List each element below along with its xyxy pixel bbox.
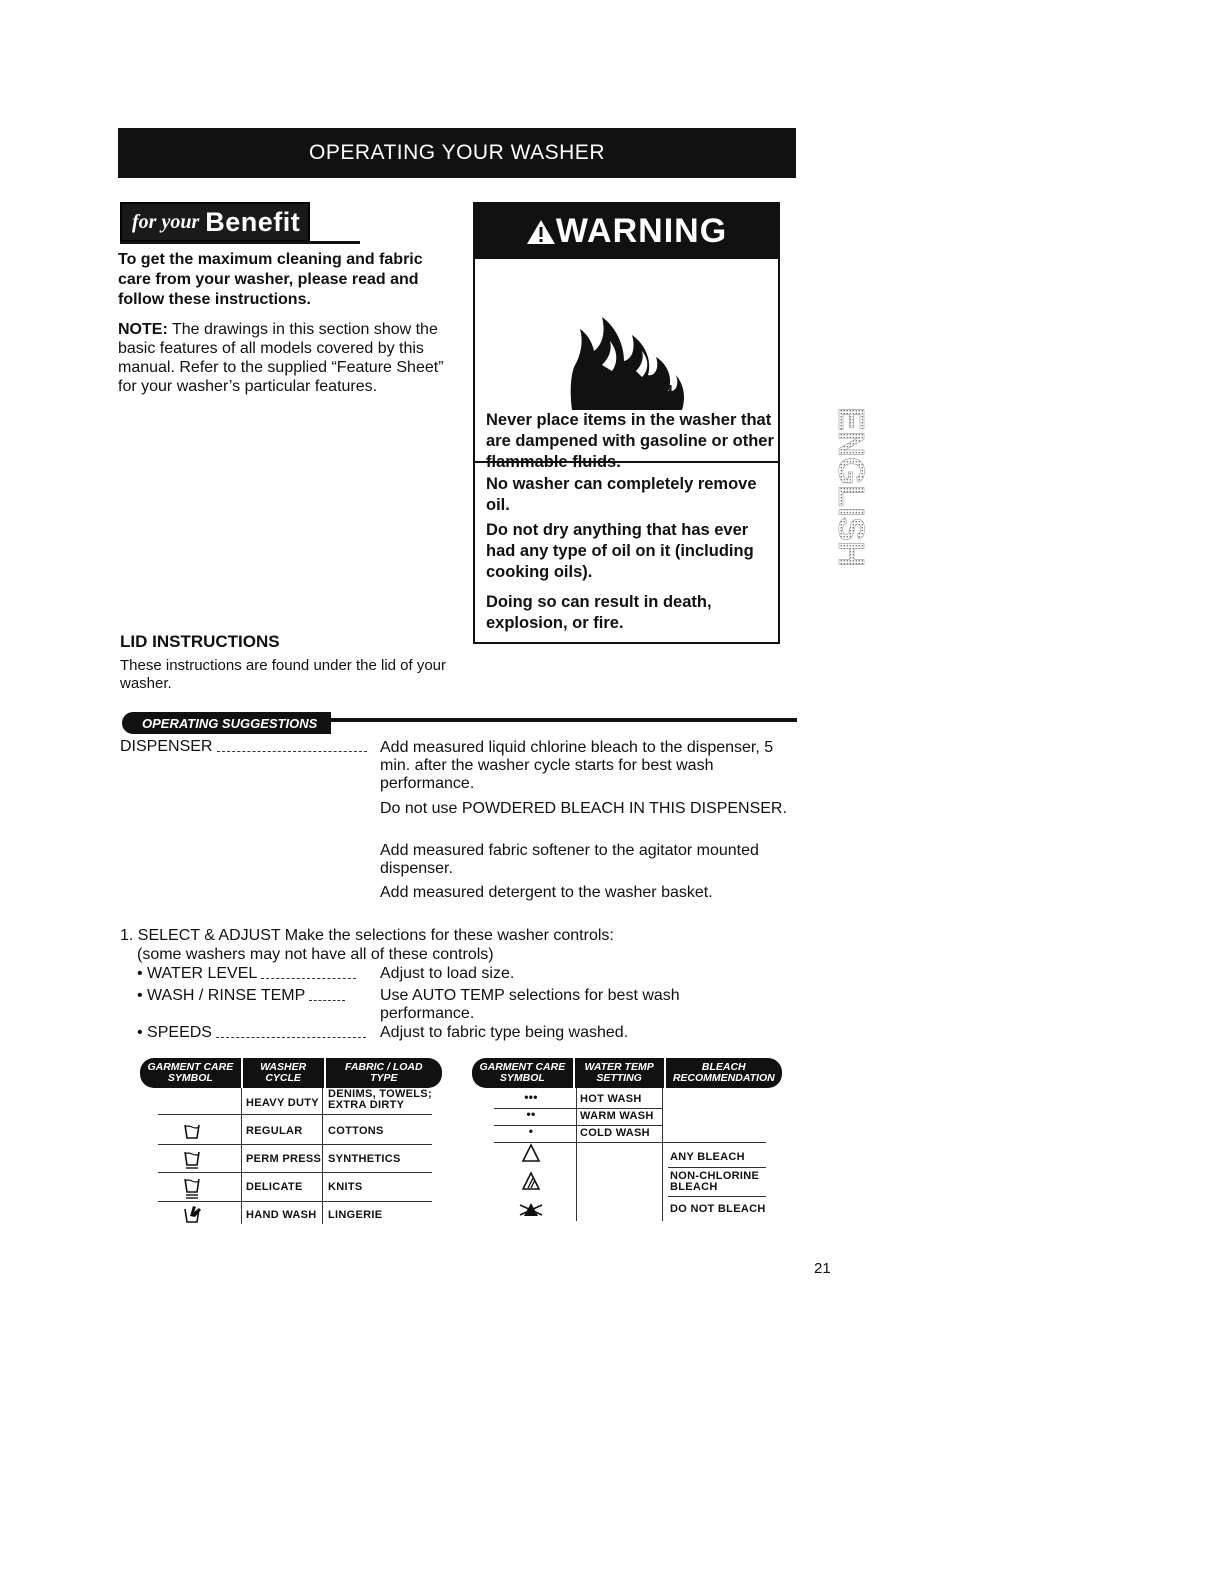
intro-text: To get the maximum cleaning and fabric care from your washer, please read and follow these instructions. bbox=[118, 251, 423, 308]
header-line: FABRIC / LOAD bbox=[344, 1061, 423, 1073]
hand-wash-icon bbox=[184, 1204, 202, 1224]
row-rule bbox=[494, 1142, 766, 1143]
header-cell bbox=[575, 1058, 666, 1088]
lid-instructions-heading: LID INSTRUCTIONS bbox=[120, 632, 280, 651]
page-number: 21 bbox=[814, 1260, 831, 1277]
wash-tub-icon bbox=[184, 1122, 200, 1140]
fabric-cell: DENIMS, TOWELS; bbox=[328, 1088, 432, 1100]
temp-setting: HOT WASH bbox=[580, 1093, 642, 1105]
row-rule bbox=[668, 1196, 766, 1197]
warning-paragraph: Never place items in the washer that are dampened with gasoline or other flammable fluids. bbox=[486, 411, 774, 471]
dispenser-paragraph: Add measured liquid chlorine bleach to the dispenser, 5 min. after the washer cycle starts for best wash performance. bbox=[380, 739, 774, 792]
fabric-cell: SYNTHETICS bbox=[328, 1153, 401, 1165]
control-bullet bbox=[137, 964, 356, 983]
header-line: WASHER bbox=[260, 1061, 307, 1073]
warning-heading: WARNING bbox=[555, 212, 728, 250]
column-divider bbox=[241, 1088, 242, 1224]
row-rule bbox=[158, 1201, 432, 1202]
step-1-subline: (some washers may not have all of these controls) bbox=[137, 946, 494, 963]
row-rule bbox=[158, 1114, 432, 1115]
header-cell bbox=[472, 1058, 575, 1088]
dispenser-paragraph: Add measured fabric softener to the agitator mounted dispenser. bbox=[380, 842, 759, 877]
benefit-badge bbox=[120, 202, 310, 242]
benefit-word: Benefit bbox=[205, 206, 301, 237]
any-bleach-triangle-icon bbox=[522, 1144, 540, 1162]
wash-tub-delicate-icon bbox=[184, 1176, 200, 1200]
header-cell bbox=[140, 1058, 243, 1088]
page-banner: OPERATING YOUR WASHER bbox=[118, 128, 796, 178]
note-label: NOTE: bbox=[118, 321, 168, 338]
leader-dots bbox=[309, 990, 345, 1001]
warning-triangle-icon bbox=[526, 218, 556, 246]
cycle-cell: DELICATE bbox=[246, 1181, 303, 1193]
note-paragraph bbox=[118, 320, 453, 396]
header-cell bbox=[666, 1058, 782, 1088]
language-label: ENGLISH bbox=[831, 407, 872, 568]
leader-dots bbox=[216, 1027, 366, 1038]
header-cell bbox=[326, 1058, 442, 1088]
operating-suggestions-rule bbox=[330, 718, 797, 722]
header-cell bbox=[243, 1058, 326, 1088]
header-line: GARMENT CARE bbox=[479, 1061, 566, 1073]
header-line: SETTING bbox=[596, 1072, 642, 1084]
warning-paragraph: Do not dry anything that has ever had any type of oil on it (including cooking oils). bbox=[486, 521, 754, 581]
temp-symbol: • bbox=[528, 1124, 534, 1138]
warning-header bbox=[475, 204, 778, 259]
cycle-cell: HAND WASH bbox=[246, 1209, 317, 1221]
control-label: • WATER LEVEL bbox=[137, 965, 257, 982]
language-side-tab bbox=[812, 405, 872, 585]
benefit-rule bbox=[120, 241, 360, 244]
bleach-cell: ANY BLEACH bbox=[670, 1151, 745, 1163]
temp-symbol: •• bbox=[526, 1107, 536, 1121]
fabric-cell: COTTONS bbox=[328, 1125, 384, 1137]
do-not-bleach-icon bbox=[518, 1201, 544, 1219]
language-side-tab-graphic bbox=[812, 405, 872, 585]
dispenser-label: DISPENSER bbox=[120, 738, 213, 755]
dispenser-paragraph: Do not use POWDERED BLEACH IN THIS DISPENSER. bbox=[380, 800, 787, 817]
header-line: TYPE bbox=[370, 1072, 398, 1084]
header-line: SYMBOL bbox=[167, 1072, 213, 1084]
cycle-table-header bbox=[140, 1058, 442, 1088]
cycle-cell: REGULAR bbox=[246, 1125, 303, 1137]
step-1-line: 1. SELECT & ADJUST Make the selections for these washer controls: bbox=[120, 927, 614, 944]
note-text: The drawings in this section show the basic features of all models covered by this manual. Refer to the supplied “Feature Sheet” for your washer’s particular features. bbox=[118, 321, 444, 395]
row-rule bbox=[158, 1172, 432, 1173]
warning-paragraph: Doing so can result in death, explosion, or fire. bbox=[486, 593, 712, 632]
temp-bleach-table bbox=[472, 1058, 782, 1228]
header-line: GARMENT CARE bbox=[147, 1061, 234, 1073]
column-divider bbox=[322, 1088, 323, 1224]
fabric-cell: LINGERIE bbox=[328, 1209, 383, 1221]
control-text: Adjust to fabric type being washed. bbox=[380, 1024, 629, 1041]
control-text: Adjust to load size. bbox=[380, 965, 515, 982]
cycle-cell: PERM PRESS bbox=[246, 1153, 322, 1165]
bleach-cell: NON-CHLORINE bbox=[670, 1170, 760, 1182]
control-bullet bbox=[137, 1023, 366, 1042]
row-rule bbox=[158, 1144, 432, 1145]
bleach-cell: BLEACH bbox=[670, 1181, 718, 1193]
leader-dots bbox=[261, 968, 356, 979]
control-label: • SPEEDS bbox=[137, 1024, 212, 1041]
header-line: RECOMMENDATION bbox=[672, 1072, 775, 1084]
row-rule bbox=[668, 1167, 766, 1168]
cycle-table bbox=[140, 1058, 442, 1228]
cycle-cell: HEAVY DUTY bbox=[246, 1097, 319, 1109]
temp-setting: WARM WASH bbox=[580, 1110, 654, 1122]
control-text: Use AUTO TEMP selections for best wash bbox=[380, 987, 680, 1004]
bleach-cell: DO NOT BLEACH bbox=[670, 1203, 766, 1215]
header-line: CYCLE bbox=[265, 1072, 301, 1084]
dispenser-label-row bbox=[120, 738, 367, 756]
temp-symbol: ••• bbox=[524, 1090, 538, 1104]
leader-dots bbox=[217, 741, 367, 752]
column-divider bbox=[662, 1088, 663, 1221]
fire-hazard-title: Fire Hazard bbox=[580, 382, 673, 401]
operating-suggestions-tab: OPERATING SUGGESTIONS bbox=[122, 712, 331, 734]
control-bullet bbox=[137, 986, 345, 1005]
non-chlorine-bleach-icon bbox=[522, 1172, 540, 1190]
warning-paragraph: No washer can completely remove oil. bbox=[486, 475, 757, 514]
fabric-cell: EXTRA DIRTY bbox=[328, 1099, 405, 1111]
control-label: • WASH / RINSE TEMP bbox=[137, 987, 305, 1004]
control-text: performance. bbox=[380, 1005, 475, 1022]
lid-instructions-text: These instructions are found under the lid of your washer. bbox=[120, 657, 447, 692]
header-line: WATER TEMP bbox=[584, 1061, 654, 1073]
wash-tub-permanent-press-icon bbox=[184, 1149, 200, 1171]
header-line: SYMBOL bbox=[499, 1072, 545, 1084]
benefit-prefix: for your bbox=[132, 210, 200, 233]
fabric-cell: KNITS bbox=[328, 1181, 363, 1193]
temp-bleach-table-header bbox=[472, 1058, 782, 1088]
temp-setting: COLD WASH bbox=[580, 1127, 650, 1139]
header-line: BLEACH bbox=[701, 1061, 746, 1073]
dispenser-paragraph: Add measured detergent to the washer basket. bbox=[380, 884, 713, 901]
